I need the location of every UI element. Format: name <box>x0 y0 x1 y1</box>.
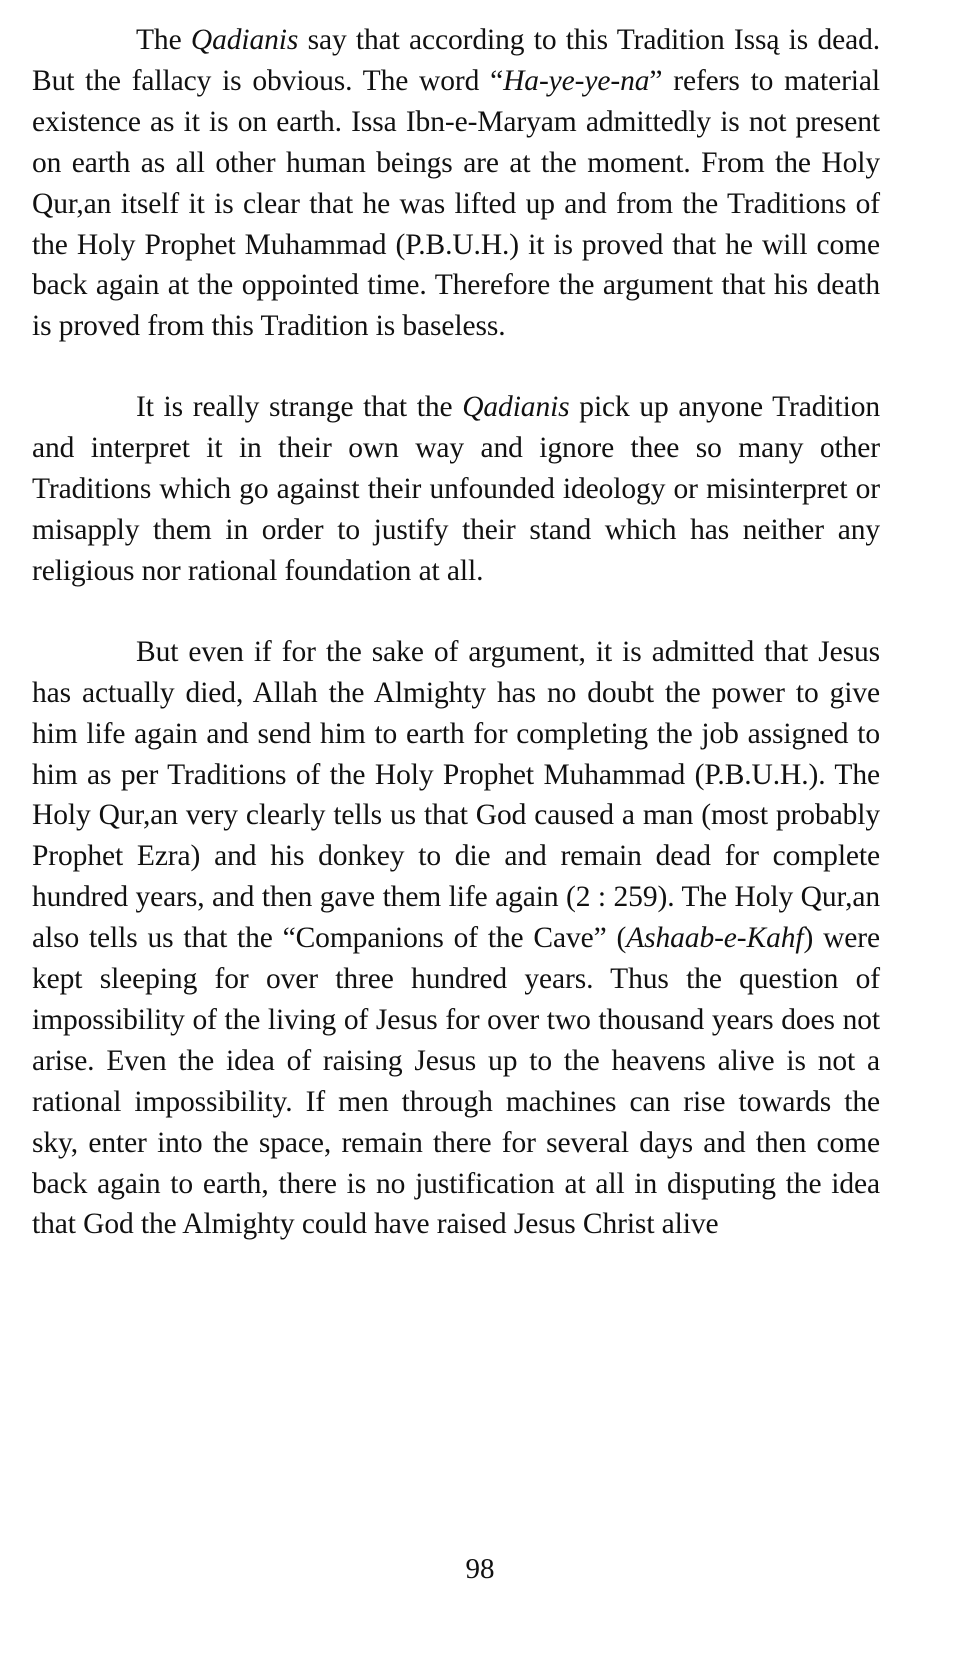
text-run: say that according to this Tradition Issą is dead. But the fallacy is obvious. The word “ <box>32 24 881 97</box>
italic-term-qadianis: Qadianis <box>462 391 570 424</box>
text-run: ” refers to material existence as it is on earth. Issa Ibn-e-Maryam admittedly is not present on earth as all other human beings are at the moment. From the Holy Qur,an itself it is clear that he was lifted up and from the Traditions of the Holy Prophet Muhammad (P.B.U.H.) it is proved that he will come back again at the oppointed time. Therefore the argument that his death is proved from this Tradition is baseless. <box>32 64 880 343</box>
italic-term-qadianis: Qadianis <box>190 24 299 56</box>
text-run: pick up anyone Tradition and interpret it in their own way and ignore thee so many other Traditions which go against their unfounded ideology or misinterpret or misapply them in order to justify their stand which has neither any religious nor rational foundation at all. <box>32 391 881 587</box>
text-run: It is really strange that the <box>136 391 463 424</box>
italic-term-ashaab-e-kahf: Ashaab-e-Kahf <box>626 922 804 955</box>
paragraph-3 <box>32 632 880 1246</box>
text-run: The <box>136 24 191 56</box>
page-body <box>32 20 880 1245</box>
italic-term-ha-ye-ye-na: Ha-ye-ye-na <box>503 64 650 97</box>
paragraph-2 <box>32 387 880 592</box>
text-run: ) were kept sleeping for over three hundred years. Thus the question of impossibility of the living of Jesus for over two thousand years does not arise. Even the idea of raising Jesus up to the heavens alive is not a rational impossibility. If men through machines can rise towards the sky, enter into the space, remain there for several days and then come back again to earth, there is no justification at all in disputing the idea that God the Almighty could have raised Jesus Christ alive <box>32 922 880 1241</box>
page-number: 98 <box>465 1553 495 1585</box>
text-run: But even if for the sake of argument, it is admitted that Jesus has actually died, Allah the Almighty has no doubt the power to give him life again and send him to earth for completing the job assigned to him as per Traditions of the Holy Prophet Muhammad (P.B.U.H.). The Holy Qur,an very clearly tells us that God caused a man (most probably Prophet Ezra) and his donkey to die and remain dead for complete hundred years, and then gave them life again (2 : 259). The Holy Qur,an also tells us that the “Companions of the Cave” ( <box>32 635 880 955</box>
paragraph-1 <box>32 20 880 347</box>
